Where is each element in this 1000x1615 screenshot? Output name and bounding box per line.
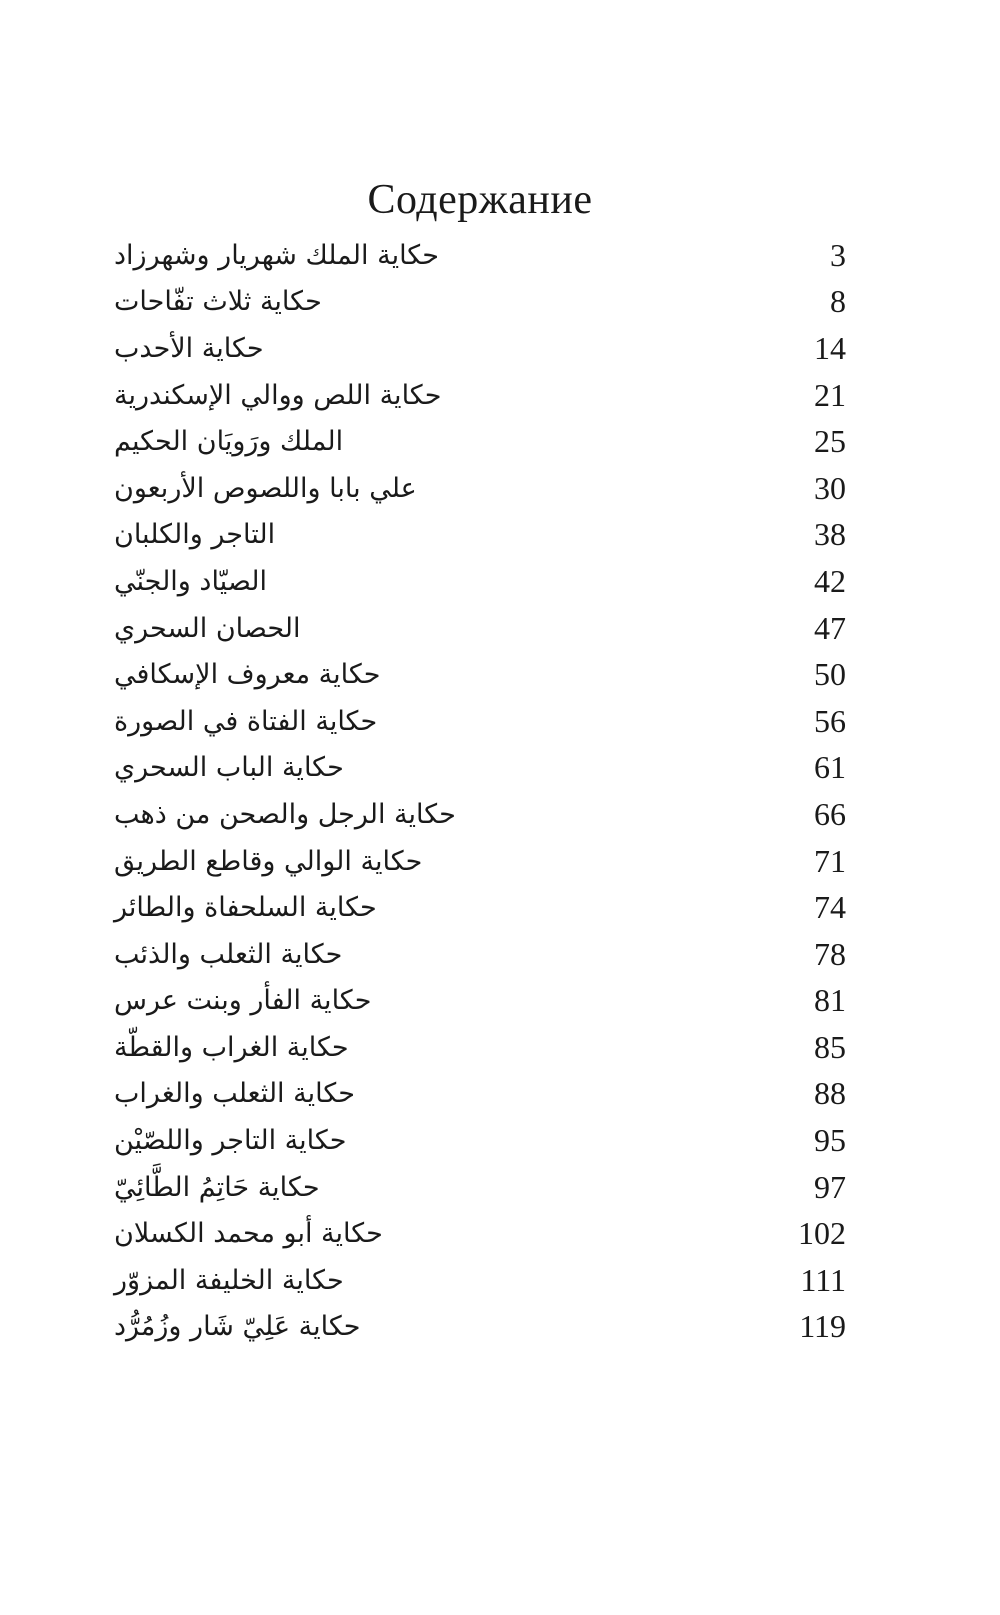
toc-entry-title: حكاية الملك شهريار وشهرزاد (114, 239, 439, 271)
toc-entry-title: التاجر والكلبان (114, 519, 276, 551)
toc-entry (114, 325, 846, 372)
toc-entry-page-number: 21 (814, 376, 846, 413)
toc-entry (114, 884, 846, 931)
toc-entry-page-number: 119 (799, 1308, 846, 1345)
toc-entry-title: حكاية الثعلب والذئب (114, 938, 343, 970)
toc-entry (114, 1164, 846, 1211)
toc-entry-page-number: 66 (814, 795, 846, 832)
toc-entry (114, 791, 846, 838)
toc-entry-title: الصيّاد والجنّي (114, 565, 267, 597)
toc-entry (114, 232, 846, 279)
toc-entry (114, 1304, 846, 1351)
toc-entry-title: حكاية أبو محمد الكسلان (114, 1218, 383, 1250)
toc-entry-title: حكاية عَلِيّ شَار وزُمُرُّد (114, 1311, 361, 1343)
toc-entry (114, 651, 846, 698)
toc-entry-title: حكاية ثلاث تفّاحات (114, 286, 322, 318)
toc-entry (114, 372, 846, 419)
toc-entry (114, 838, 846, 885)
toc-entry-page-number: 74 (814, 889, 846, 926)
toc-entry-page-number: 30 (814, 469, 846, 506)
toc-entry (114, 978, 846, 1025)
toc-entry-title: حكاية السلحفاة والطائر (114, 892, 377, 924)
toc-entry (114, 279, 846, 326)
toc-entry (114, 931, 846, 978)
toc-entry-title: الملك ورَويَان الحكيم (114, 426, 344, 458)
toc-entry (114, 1071, 846, 1118)
toc-entry-title: حكاية الوالي وقاطع الطريق (114, 845, 423, 877)
toc-entry-page-number: 81 (814, 982, 846, 1019)
toc-entry (114, 1117, 846, 1164)
toc-entry (114, 465, 846, 512)
toc-entry-title: حكاية الرجل والصحن من ذهب (114, 798, 456, 830)
toc-entry-page-number: 50 (814, 656, 846, 693)
toc-entry-title: حكاية الخليفة المزوّر (114, 1264, 344, 1296)
toc-entry-title: حكاية التاجر واللصّيْن (114, 1125, 347, 1157)
toc-entry-page-number: 102 (798, 1215, 846, 1252)
toc-entry-title: علي بابا واللصوص الأربعون (114, 472, 417, 504)
toc-entry-title: حكاية اللص ووالي الإسكندرية (114, 379, 442, 411)
toc-entry-page-number: 14 (814, 329, 846, 366)
toc-entry (114, 1024, 846, 1071)
toc-entry-title: حكاية الغراب والقطّة (114, 1031, 349, 1063)
toc-entry-title: حكاية الثعلب والغراب (114, 1078, 355, 1110)
toc-entry-title: الحصان السحري (114, 612, 301, 644)
toc-entry (114, 745, 846, 792)
toc-entry-page-number: 97 (814, 1168, 846, 1205)
toc-entry-page-number: 71 (814, 842, 846, 879)
toc-entry (114, 698, 846, 745)
toc-entry (114, 1210, 846, 1257)
toc-entry-title: حكاية الفتاة في الصورة (114, 705, 378, 737)
table-of-contents (114, 232, 846, 1350)
toc-entry (114, 418, 846, 465)
toc-entry (114, 558, 846, 605)
toc-entry-page-number: 47 (814, 609, 846, 646)
toc-entry-page-number: 88 (814, 1075, 846, 1112)
toc-entry-page-number: 78 (814, 935, 846, 972)
toc-entry-page-number: 61 (814, 749, 846, 786)
toc-entry-page-number: 38 (814, 516, 846, 553)
toc-entry-page-number: 42 (814, 562, 846, 599)
toc-entry-title: حكاية الفأر وبنت عرس (114, 985, 372, 1017)
toc-entry-title: حكاية حَاتِمُ الطَّائِيّ (114, 1171, 320, 1203)
toc-entry (114, 512, 846, 559)
toc-entry-page-number: 111 (800, 1261, 846, 1298)
toc-entry-page-number: 95 (814, 1122, 846, 1159)
toc-entry-title: حكاية معروف الإسكافي (114, 659, 381, 691)
toc-entry (114, 1257, 846, 1304)
toc-entry-page-number: 8 (830, 283, 846, 320)
toc-entry-title: حكاية الأحدب (114, 332, 264, 364)
page-title: Содержание (367, 177, 593, 224)
toc-entry-page-number: 25 (814, 423, 846, 460)
toc-entry-page-number: 3 (830, 236, 846, 273)
toc-entry-page-number: 85 (814, 1028, 846, 1065)
toc-entry (114, 605, 846, 652)
toc-entry-page-number: 56 (814, 702, 846, 739)
toc-entry-title: حكاية الباب السحري (114, 752, 344, 784)
